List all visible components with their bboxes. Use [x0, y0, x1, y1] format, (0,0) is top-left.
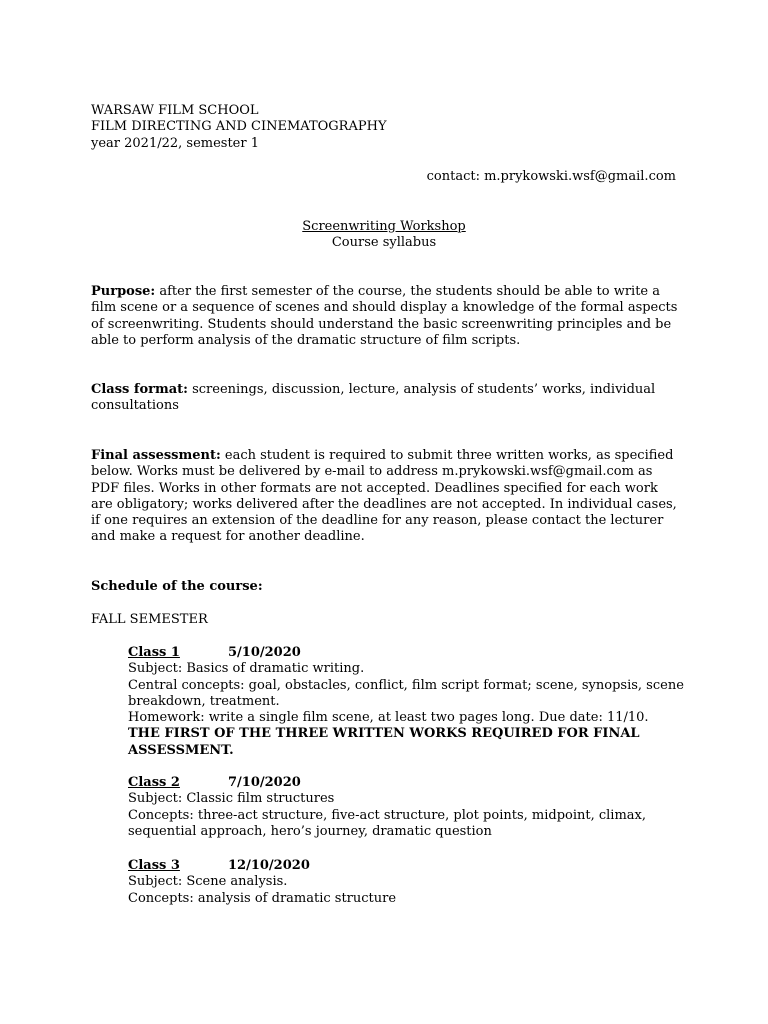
schedule-heading	[91, 579, 681, 595]
class-number: Class 3	[128, 858, 180, 873]
final-assessment-label: Final assessment:	[91, 448, 221, 463]
class-date: 7/10/2020	[228, 775, 301, 790]
class-format-label: Class format:	[91, 382, 188, 397]
class-subject: Subject: Basics of dramatic writing.	[128, 661, 365, 677]
header-block	[91, 103, 681, 152]
title-block	[0, 219, 768, 252]
final-assessment-text: each student is required to submit three written works, as specified below. Works must be delivered by e-mail to address m.prykowski.wsf@gmail.com as PDF files. Works in other formats are not accepted. Deadlines specified for each work are obligatory; works delivered after the deadlines are not accepted. In individual cases, if one requires an extension of the deadline for any reason, please contact the lecturer and make a request for another deadline.	[91, 448, 677, 545]
purpose-section	[91, 284, 681, 349]
class-format-text: screenings, discussion, lecture, analysis of students’ works, individual consultations	[91, 382, 656, 414]
class-entry	[128, 645, 688, 759]
class-heading	[128, 645, 688, 661]
class-concepts: Concepts: analysis of dramatic structure	[128, 890, 397, 906]
department-name: FILM DIRECTING AND CINEMATOGRAPHY	[91, 119, 387, 135]
class-concepts: Central concepts: goal, obstacles, conflict, film script format; scene, synopsis, scene breakdown, treatment.	[128, 677, 684, 709]
school-name: WARSAW FILM SCHOOL	[91, 103, 259, 118]
purpose-label: Purpose:	[91, 284, 156, 299]
class-subject: Subject: Classic film structures	[128, 791, 335, 807]
class-number: Class 1	[128, 645, 180, 660]
purpose-text: after the first semester of the course, the students should be able to write a film scene or a sequence of scenes and should display a knowledge of the formal aspects of screenwriting. Students should understand the basic screenwriting principles and be able to perform analysis of the dramatic structure of film scripts.	[91, 284, 678, 348]
syllabus-subtitle: Course syllabus	[331, 235, 437, 251]
semester-label: FALL SEMESTER	[91, 612, 208, 627]
class-heading	[128, 775, 688, 791]
contact-line: contact: m.prykowski.wsf@gmail.com	[426, 169, 676, 184]
class-format-section	[91, 382, 681, 415]
class-note-text: THE FIRST OF THE THREE WRITTEN WORKS REQUIRED FOR FINAL ASSESSMENT.	[128, 726, 640, 758]
workshop-title: Screenwriting Workshop	[302, 219, 466, 234]
class-subject: Subject: Scene analysis.	[128, 874, 288, 890]
class-date: 12/10/2020	[228, 858, 310, 873]
class-note	[128, 726, 688, 759]
class-concepts: Concepts: three-act structure, five-act structure, plot points, midpoint, climax, sequential approach, hero’s journey, dramatic question	[128, 807, 646, 839]
final-assessment-section	[91, 448, 681, 546]
academic-year: year 2021/22, semester 1	[91, 135, 259, 151]
schedule-heading-text: Schedule of the course:	[91, 579, 263, 594]
class-heading	[128, 858, 688, 874]
class-date: 5/10/2020	[228, 645, 301, 660]
class-homework: Homework: write a single film scene, at least two pages long. Due date: 11/10.	[128, 710, 649, 726]
class-entry	[128, 775, 688, 840]
class-entry	[128, 858, 688, 907]
class-number: Class 2	[128, 775, 180, 790]
